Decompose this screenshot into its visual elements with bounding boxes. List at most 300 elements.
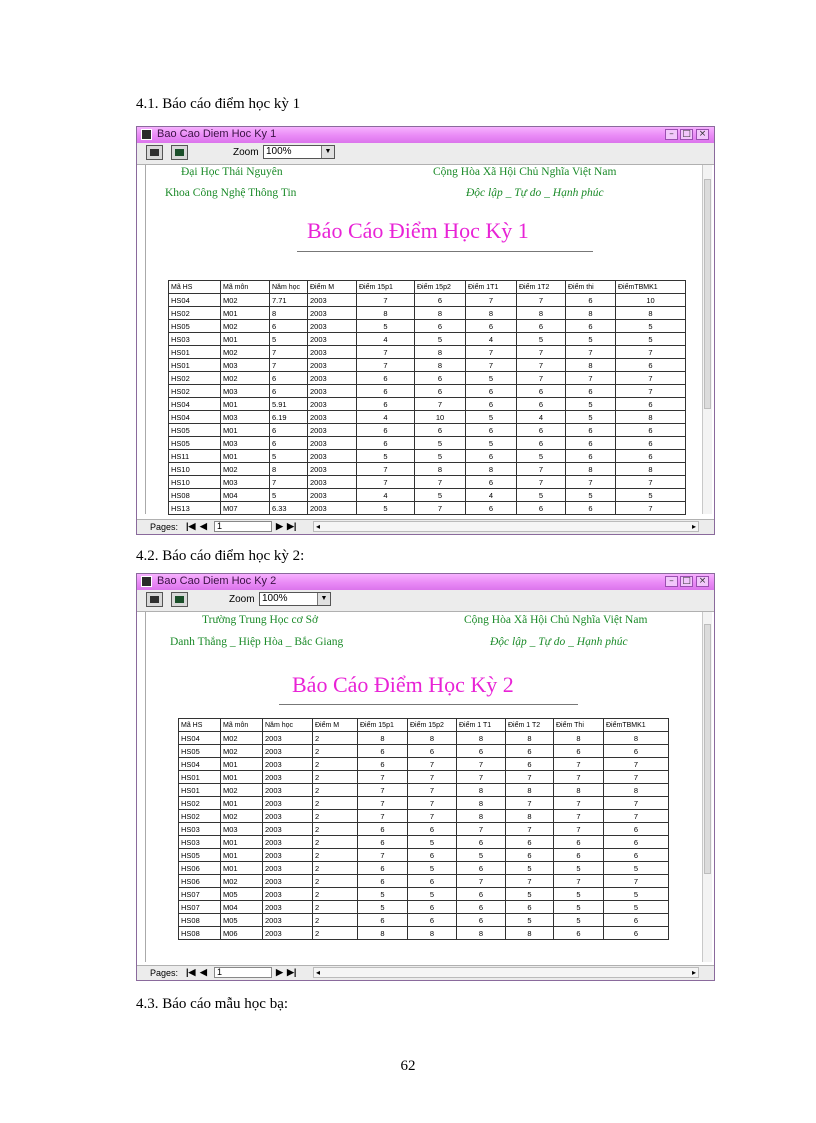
column-header: Mã môn	[221, 281, 270, 294]
table-row	[179, 849, 669, 862]
table-cell: 2003	[263, 823, 313, 836]
table-cell: 7	[357, 359, 415, 372]
column-header: Điểm 1 T2	[506, 719, 554, 732]
header-right-2: Độc lập _ Tự do _ Hạnh phúc	[466, 187, 604, 199]
scroll-right-icon[interactable]: ▸	[691, 522, 696, 531]
table-cell: 7	[357, 463, 415, 476]
table-cell: 5	[408, 836, 457, 849]
horizontal-scrollbar[interactable]	[313, 521, 699, 532]
table-cell: M05	[221, 888, 263, 901]
table-cell: 5	[270, 450, 308, 463]
table-cell: 7	[566, 372, 616, 385]
table-cell: 6	[358, 914, 408, 927]
table-cell: 7	[604, 771, 669, 784]
table-cell: HS06	[179, 862, 221, 875]
export-icon[interactable]	[171, 592, 188, 607]
table-cell: HS02	[169, 372, 221, 385]
close-icon[interactable]: ×	[696, 129, 709, 140]
table-row	[169, 463, 686, 476]
table-cell: 8	[457, 797, 506, 810]
table-cell: 7	[415, 398, 466, 411]
vertical-scrollbar[interactable]	[702, 165, 712, 514]
table-cell: 7	[415, 502, 466, 515]
table-row	[169, 489, 686, 502]
table-cell: 7	[517, 476, 566, 489]
table-cell: 8	[616, 307, 686, 320]
table-cell: M02	[221, 810, 263, 823]
table-cell: 7	[517, 294, 566, 307]
table-cell: 10	[415, 411, 466, 424]
page-number: 62	[400, 1058, 416, 1074]
table-cell: 2003	[263, 914, 313, 927]
table-cell: 6	[517, 320, 566, 333]
table-cell: 6	[415, 294, 466, 307]
table-cell: M02	[221, 294, 270, 307]
table-cell: 6	[357, 398, 415, 411]
table-cell: 6	[466, 424, 517, 437]
table-cell: 5	[408, 888, 457, 901]
table-cell: M01	[221, 450, 270, 463]
table-cell: 7	[358, 784, 408, 797]
table-row	[179, 797, 669, 810]
chevron-down-icon: ▼	[317, 593, 330, 605]
table-cell: 6	[616, 398, 686, 411]
table-cell: 2003	[263, 901, 313, 914]
table-cell: HS10	[169, 476, 221, 489]
table-cell: HS03	[179, 823, 221, 836]
table-cell: M03	[221, 823, 263, 836]
table-cell: 2003	[308, 476, 357, 489]
report-title: Báo Cáo Điểm Học Kỳ 2	[292, 672, 514, 697]
table-cell: 6	[270, 437, 308, 450]
table-cell: 6	[270, 424, 308, 437]
table-cell: 6	[616, 437, 686, 450]
report-window-1	[136, 126, 715, 535]
table-cell: 6	[408, 875, 457, 888]
table-cell: 5	[616, 489, 686, 502]
table-cell: 7	[506, 771, 554, 784]
table-cell: HS01	[169, 346, 221, 359]
header-left-1: Đại Học Thái Nguyên	[181, 166, 283, 178]
table-cell: 8	[408, 732, 457, 745]
table-row	[179, 810, 669, 823]
table-row	[179, 901, 669, 914]
table-cell: 2	[313, 914, 358, 927]
section-caption-1: 4.1. Báo cáo điểm học kỳ 1	[136, 96, 301, 112]
table-cell: 8	[466, 307, 517, 320]
table-cell: 6	[408, 849, 457, 862]
table-row	[169, 333, 686, 346]
table-cell: 5	[466, 372, 517, 385]
table-row	[169, 411, 686, 424]
table-cell: 2003	[308, 450, 357, 463]
table-cell: 6	[466, 385, 517, 398]
table-cell: 5	[616, 333, 686, 346]
table-cell: 2003	[308, 385, 357, 398]
table-cell: 2003	[308, 346, 357, 359]
table-cell: 2003	[308, 333, 357, 346]
table-cell: 7	[554, 823, 604, 836]
column-header: Điểm M	[308, 281, 357, 294]
table-cell: 8	[270, 307, 308, 320]
table-cell: 2003	[263, 771, 313, 784]
table-row	[179, 745, 669, 758]
app-icon	[141, 576, 152, 587]
table-row	[179, 784, 669, 797]
table-cell: HS01	[169, 359, 221, 372]
table-cell: M01	[221, 771, 263, 784]
table-row	[179, 914, 669, 927]
table-cell: HS02	[179, 797, 221, 810]
table-cell: 5	[357, 320, 415, 333]
zoom-select[interactable]	[263, 145, 335, 159]
table-cell: 6	[457, 888, 506, 901]
table-cell: 6	[457, 745, 506, 758]
table-cell: 10	[616, 294, 686, 307]
table-cell: 7	[408, 771, 457, 784]
table-cell: M02	[221, 732, 263, 745]
table-cell: M04	[221, 489, 270, 502]
table-cell: 7	[466, 359, 517, 372]
next-page-icon[interactable]: ▶	[276, 521, 283, 531]
table-cell: M01	[221, 862, 263, 875]
table-cell: 7	[506, 797, 554, 810]
table-cell: 2003	[263, 849, 313, 862]
table-cell: 7	[270, 476, 308, 489]
table-cell: 6	[616, 450, 686, 463]
table-cell: 6	[566, 437, 616, 450]
maximize-icon[interactable]: □	[680, 129, 693, 140]
table-cell: 6	[408, 901, 457, 914]
toolbar	[137, 143, 714, 165]
table-cell: 7	[616, 385, 686, 398]
table-cell: 2003	[263, 732, 313, 745]
table-cell: 5	[517, 489, 566, 502]
table-cell: 5	[415, 333, 466, 346]
table-cell: 7	[517, 372, 566, 385]
prev-page-icon[interactable]: ◀	[200, 521, 207, 531]
table-cell: 5	[566, 398, 616, 411]
table-cell: 6	[566, 385, 616, 398]
table-cell: 6	[517, 424, 566, 437]
minimize-icon[interactable]: –	[665, 129, 678, 140]
table-cell: 5	[270, 333, 308, 346]
table-cell: 6	[358, 823, 408, 836]
table-cell: 8	[506, 784, 554, 797]
column-header: Điểm thi	[566, 281, 616, 294]
scroll-right-icon[interactable]: ▸	[691, 968, 696, 977]
table-cell: 7	[408, 810, 457, 823]
grade-table	[178, 718, 669, 940]
table-row	[179, 758, 669, 771]
table-cell: 6	[604, 745, 669, 758]
table-cell: 7	[506, 875, 554, 888]
table-cell: 6	[415, 320, 466, 333]
table-row	[179, 862, 669, 875]
table-cell: 4	[357, 489, 415, 502]
table-cell: 2003	[308, 307, 357, 320]
table-cell: HS11	[169, 450, 221, 463]
header-left-2: Khoa Công Nghệ Thông Tin	[165, 187, 297, 199]
page-number-input[interactable]: 1	[214, 521, 272, 532]
table-cell: HS06	[179, 875, 221, 888]
table-cell: 6	[358, 862, 408, 875]
table-cell: M02	[221, 784, 263, 797]
table-cell: 2003	[308, 294, 357, 307]
scroll-thumb[interactable]	[704, 624, 711, 874]
title-bar[interactable]	[137, 127, 714, 143]
table-cell: 7	[457, 823, 506, 836]
table-cell: 6	[457, 901, 506, 914]
scroll-left-icon[interactable]: ◂	[316, 522, 321, 531]
first-page-icon[interactable]: |◀	[186, 521, 196, 531]
column-header: Điểm 1T1	[466, 281, 517, 294]
column-header: Điểm 1T2	[517, 281, 566, 294]
table-cell: 5	[554, 862, 604, 875]
column-header: Điểm 15p2	[415, 281, 466, 294]
table-cell: 6	[616, 424, 686, 437]
table-row	[179, 836, 669, 849]
table-cell: 8	[457, 784, 506, 797]
table-cell: 2	[313, 875, 358, 888]
table-cell: 6	[554, 836, 604, 849]
table-cell: 8	[554, 732, 604, 745]
table-cell: 6	[408, 914, 457, 927]
table-cell: M01	[221, 307, 270, 320]
table-cell: 2003	[308, 359, 357, 372]
last-page-icon[interactable]: ▶|	[287, 967, 297, 977]
table-cell: 5	[554, 914, 604, 927]
last-page-icon[interactable]: ▶|	[287, 521, 297, 531]
table-cell: 2003	[308, 463, 357, 476]
pages-label: Pages:	[150, 522, 179, 532]
table-cell: 8	[554, 784, 604, 797]
table-row	[179, 732, 669, 745]
table-cell: M03	[221, 437, 270, 450]
column-header: Điểm 1 T1	[457, 719, 506, 732]
table-cell: 5	[357, 450, 415, 463]
table-cell: 2003	[308, 489, 357, 502]
table-row	[179, 823, 669, 836]
table-cell: 5	[554, 901, 604, 914]
column-header: Năm học	[263, 719, 313, 732]
table-row	[169, 320, 686, 333]
column-header: Điểm Thi	[554, 719, 604, 732]
table-cell: HS08	[179, 914, 221, 927]
table-cell: HS02	[169, 385, 221, 398]
column-header: Mã môn	[221, 719, 263, 732]
table-cell: 5	[415, 450, 466, 463]
table-cell: 2003	[308, 320, 357, 333]
table-cell: 8	[466, 463, 517, 476]
table-cell: 8	[358, 732, 408, 745]
table-cell: HS05	[179, 849, 221, 862]
table-row	[169, 385, 686, 398]
table-cell: 7	[554, 810, 604, 823]
table-cell: 6	[270, 372, 308, 385]
table-cell: 6.33	[270, 502, 308, 515]
table-cell: 8	[506, 732, 554, 745]
title-underline	[279, 704, 578, 705]
table-cell: 6	[358, 758, 408, 771]
table-row	[169, 476, 686, 489]
table-cell: 6	[415, 372, 466, 385]
table-cell: 8	[604, 784, 669, 797]
table-cell: 5	[604, 862, 669, 875]
table-cell: HS04	[169, 411, 221, 424]
table-cell: 7	[408, 758, 457, 771]
table-cell: 8	[415, 359, 466, 372]
table-cell: 6.19	[270, 411, 308, 424]
print-icon[interactable]	[146, 592, 163, 607]
table-cell: HS03	[179, 836, 221, 849]
table-cell: 6	[457, 862, 506, 875]
header-left-1: Trường Trung Học cơ Sở	[202, 614, 319, 626]
column-header: Điểm M	[313, 719, 358, 732]
table-cell: 6	[357, 424, 415, 437]
table-cell: 5	[408, 862, 457, 875]
table-header-row	[179, 719, 669, 732]
table-cell: 2003	[308, 437, 357, 450]
table-cell: 6	[466, 450, 517, 463]
table-cell: 7	[357, 346, 415, 359]
table-cell: 2003	[263, 797, 313, 810]
table-cell: 6	[466, 320, 517, 333]
table-cell: 6	[604, 823, 669, 836]
table-cell: 6	[357, 385, 415, 398]
table-cell: 7	[517, 346, 566, 359]
table-cell: 5	[466, 437, 517, 450]
table-cell: 7	[270, 346, 308, 359]
table-cell: 6	[616, 359, 686, 372]
scroll-left-icon[interactable]: ◂	[316, 968, 321, 977]
table-cell: 2003	[308, 424, 357, 437]
scroll-thumb[interactable]	[704, 179, 711, 409]
table-cell: 6	[415, 424, 466, 437]
table-cell: 7	[457, 875, 506, 888]
header-right-1: Cộng Hòa Xã Hội Chủ Nghĩa Việt Nam	[464, 614, 648, 626]
table-cell: 6	[604, 927, 669, 940]
table-cell: HS02	[169, 307, 221, 320]
close-icon[interactable]: ×	[696, 576, 709, 587]
table-cell: 4	[357, 333, 415, 346]
table-cell: 8	[566, 359, 616, 372]
pages-label: Pages:	[150, 968, 179, 978]
table-row	[179, 927, 669, 940]
table-cell: M03	[221, 385, 270, 398]
table-cell: HS01	[179, 771, 221, 784]
table-cell: 7	[415, 476, 466, 489]
table-cell: M02	[221, 875, 263, 888]
title-underline	[297, 251, 593, 252]
header-right-1: Cộng Hòa Xã Hội Chủ Nghĩa Việt Nam	[433, 166, 617, 178]
table-cell: 8	[270, 463, 308, 476]
table-cell: 6	[466, 398, 517, 411]
column-header: ĐiểmTBMK1	[616, 281, 686, 294]
table-cell: 6	[358, 875, 408, 888]
table-cell: HS05	[179, 745, 221, 758]
maximize-icon[interactable]: □	[680, 576, 693, 587]
table-cell: 2	[313, 771, 358, 784]
table-cell: 2003	[308, 398, 357, 411]
table-cell: 6	[517, 385, 566, 398]
table-cell: HS08	[179, 927, 221, 940]
table-cell: 8	[415, 307, 466, 320]
vertical-scrollbar[interactable]	[702, 612, 712, 962]
table-cell: M01	[221, 398, 270, 411]
page-number-input[interactable]: 1	[214, 967, 272, 978]
title-bar[interactable]	[137, 574, 714, 590]
table-cell: 6	[566, 320, 616, 333]
table-cell: 8	[415, 346, 466, 359]
window-title: Bao Cao Diem Hoc Ky 2	[157, 575, 277, 587]
table-cell: 8	[357, 307, 415, 320]
table-cell: M01	[221, 758, 263, 771]
table-cell: 6	[517, 437, 566, 450]
table-cell: 7	[358, 797, 408, 810]
table-cell: 6	[566, 424, 616, 437]
section-caption-3: 4.3. Báo cáo mẫu học bạ:	[136, 996, 289, 1012]
table-cell: 6	[270, 385, 308, 398]
prev-page-icon[interactable]: ◀	[200, 967, 207, 977]
grade-table	[168, 280, 686, 515]
table-cell: 7	[270, 359, 308, 372]
table-row	[169, 398, 686, 411]
table-cell: 5	[616, 320, 686, 333]
table-cell: 4	[466, 489, 517, 502]
zoom-value: 100%	[266, 146, 292, 157]
table-cell: 2003	[263, 888, 313, 901]
table-row	[169, 424, 686, 437]
horizontal-scrollbar[interactable]	[313, 967, 699, 978]
table-cell: 6	[270, 320, 308, 333]
table-cell: 7.71	[270, 294, 308, 307]
minimize-icon[interactable]: –	[665, 576, 678, 587]
print-icon[interactable]	[146, 145, 163, 160]
table-cell: 6	[554, 745, 604, 758]
table-cell: 2	[313, 849, 358, 862]
table-cell: HS08	[169, 489, 221, 502]
table-cell: M02	[221, 372, 270, 385]
table-cell: 7	[457, 758, 506, 771]
table-cell: 2	[313, 927, 358, 940]
table-cell: 6	[415, 385, 466, 398]
table-cell: HS04	[179, 732, 221, 745]
table-cell: 5	[566, 411, 616, 424]
next-page-icon[interactable]: ▶	[276, 967, 283, 977]
table-cell: 7	[357, 294, 415, 307]
table-row	[169, 502, 686, 515]
table-cell: M01	[221, 797, 263, 810]
table-cell: 7	[358, 849, 408, 862]
table-cell: M07	[221, 502, 270, 515]
header-right-2: Độc lập _ Tự do _ Hạnh phúc	[490, 636, 628, 648]
table-cell: 4	[517, 411, 566, 424]
table-cell: 6	[408, 745, 457, 758]
section-caption-2: 4.2. Báo cáo điểm học kỳ 2:	[136, 548, 305, 564]
table-cell: 2	[313, 797, 358, 810]
first-page-icon[interactable]: |◀	[186, 967, 196, 977]
report-canvas	[145, 165, 703, 514]
table-cell: 2003	[263, 836, 313, 849]
table-cell: 5	[466, 411, 517, 424]
export-icon[interactable]	[171, 145, 188, 160]
table-cell: 6	[466, 502, 517, 515]
table-cell: 7	[604, 758, 669, 771]
zoom-select[interactable]	[259, 592, 331, 606]
table-cell: HS05	[169, 424, 221, 437]
zoom-label: Zoom	[229, 594, 255, 605]
